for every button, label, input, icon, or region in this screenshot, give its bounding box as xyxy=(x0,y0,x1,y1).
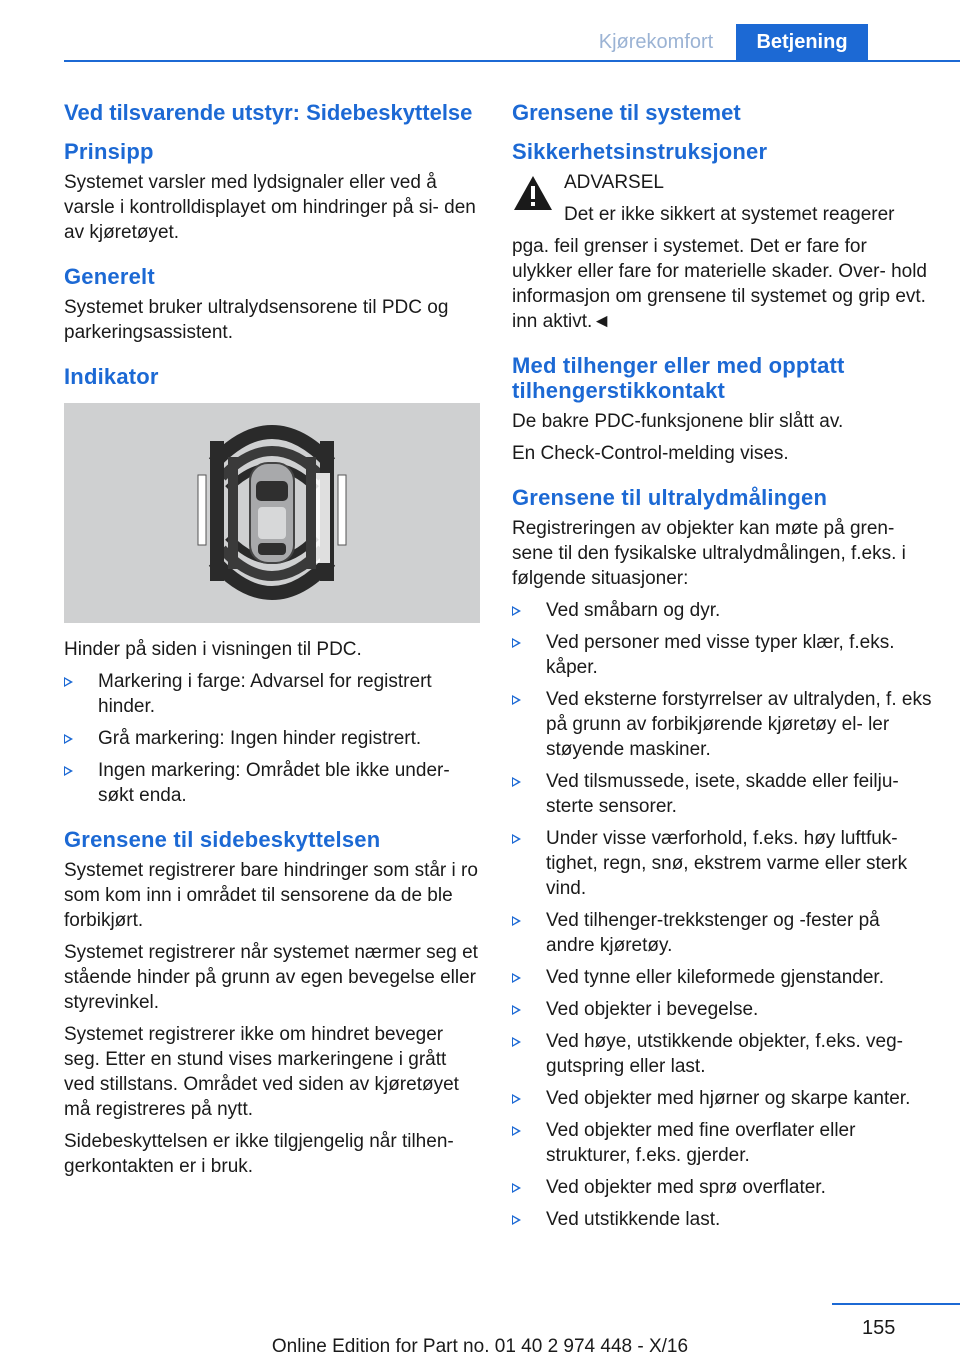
list-item: Ved objekter med fine overflater eller strukturer, f.eks. gjerder. xyxy=(512,1118,932,1168)
header-rule xyxy=(64,60,960,62)
page-number: 155 xyxy=(862,1317,896,1339)
triangle-bullet-icon xyxy=(512,1037,521,1047)
triangle-bullet-icon xyxy=(512,973,521,983)
list-item: Ved eksterne forstyrrelser av ultralyden, f. eks på grunn av forbikjørende kjøretøy el- ler støyende maskiner. xyxy=(512,687,932,762)
list-item: Ved tynne eller kileformede gjenstander. xyxy=(512,965,932,990)
list-item: Ved objekter med hjørner og skarpe kanter. xyxy=(512,1086,932,1111)
limits-paragraph: Systemet registrerer når systemet nærmer seg et stående hinder på grunn av egen bevegelse eller styrevinkel. xyxy=(64,942,478,1013)
triangle-bullet-icon xyxy=(64,766,73,776)
ultrasound-heading: Grensene til ultralydmålingen xyxy=(512,485,828,510)
indicator-heading: Indikator xyxy=(64,364,159,389)
general-text: Systemet bruker ultralydsensorene til PDC og parkeringsassistent. xyxy=(64,297,449,343)
list-item: Ved tilsmussede, isete, skadde eller feilju- sterte sensorer. xyxy=(512,769,932,819)
footer-rule xyxy=(832,1303,960,1305)
warning-label: ADVARSEL xyxy=(564,172,664,193)
limits-paragraph: Sidebeskyttelsen er ikke tilgjengelig når tilhen- gerkontakten er i bruk. xyxy=(64,1131,454,1177)
figure-caption: Hinder på siden i visningen til PDC. xyxy=(64,639,362,660)
list-item: Ved utstikkende last. xyxy=(512,1207,932,1232)
general-heading: Generelt xyxy=(64,264,155,289)
triangle-bullet-icon xyxy=(512,777,521,787)
list-item: Ved høye, utstikkende objekter, f.eks. veg- gutspring eller last. xyxy=(512,1029,932,1079)
right-column xyxy=(512,100,932,1239)
list-item: Ved småbarn og dyr. xyxy=(512,598,932,623)
triangle-bullet-icon xyxy=(512,916,521,926)
triangle-bullet-icon xyxy=(512,1094,521,1104)
page-header xyxy=(0,0,960,62)
limits-paragraph: Systemet registrerer bare hindringer som står i ro som kom inn i området til sensorene da de ble forbikjørt. xyxy=(64,860,478,931)
ultrasound-bullet-list xyxy=(512,598,932,1232)
right-title: Grensene til systemet xyxy=(512,100,741,125)
warning-first-line: Det er ikke sikkert at systemet reagerer xyxy=(564,204,895,225)
warning-body: pga. feil grenser i systemet. Det er fare for ulykker eller fare for materielle skader. Over- hold informasjon om grensene til systemet og grip evt. inn aktivt.◄ xyxy=(512,236,927,332)
triangle-bullet-icon xyxy=(64,734,73,744)
limits-heading: Grensene til sidebeskyttelsen xyxy=(64,827,381,852)
warning-triangle-icon xyxy=(512,174,554,212)
triangle-bullet-icon xyxy=(64,677,73,687)
header-chapter-tab: Betjening xyxy=(736,24,868,60)
list-item: Under visse værforhold, f.eks. høy luftfuk- tighet, regn, snø, ekstrem varme eller sterk vind. xyxy=(512,826,932,901)
triangle-bullet-icon xyxy=(512,695,521,705)
safety-heading: Sikkerhetsinstruksjoner xyxy=(512,139,768,164)
edition-footer: Online Edition for Part no. 01 40 2 974 448 - X/16 xyxy=(271,1336,689,1357)
list-item: Ved personer med visse typer klær, f.eks. kåper. xyxy=(512,630,932,680)
trailer-text-2: En Check-Control-melding vises. xyxy=(512,443,789,464)
limits-paragraph: Systemet registrerer ikke om hindret beveger seg. Etter en stund vises markeringene i grått ved stillstans. Området ved siden av kjøretøyet må registreres på nytt. xyxy=(64,1024,459,1120)
list-item: Ved objekter med sprø overflater. xyxy=(512,1175,932,1200)
triangle-bullet-icon xyxy=(512,1215,521,1225)
pdc-car-illustration xyxy=(64,403,480,623)
header-section-label: Kjørekomfort xyxy=(598,31,714,53)
triangle-bullet-icon xyxy=(512,638,521,648)
list-item: Grå markering: Ingen hinder registrert. xyxy=(64,726,480,751)
trailer-heading: Med tilhenger eller med opptatt tilhengerstikkontakt xyxy=(512,353,845,403)
pdc-side-view-figure xyxy=(64,403,480,623)
triangle-bullet-icon xyxy=(512,1183,521,1193)
trailer-text-1: De bakre PDC-funksjonene blir slått av. xyxy=(512,411,844,432)
list-item: Ved tilhenger-trekkstenger og -fester på andre kjøretøy. xyxy=(512,908,932,958)
triangle-bullet-icon xyxy=(512,834,521,844)
warning-block xyxy=(512,170,932,227)
triangle-bullet-icon xyxy=(512,1126,521,1136)
left-title: Ved tilsvarende utstyr: Sidebeskyttelse xyxy=(64,100,473,125)
ultrasound-text: Registreringen av objekter kan møte på gren- sene til den fysikalske ultralydmålingen, f.eks. i følgende situasjoner: xyxy=(512,518,906,589)
left-column xyxy=(64,100,480,1186)
triangle-bullet-icon xyxy=(512,606,521,616)
principle-heading: Prinsipp xyxy=(64,139,154,164)
list-item: Ingen markering: Området ble ikke under- søkt enda. xyxy=(64,758,480,808)
principle-text: Systemet varsler med lydsignaler eller ved å varsle i kontrolldisplayet om hindringer på si- den av kjøretøyet. xyxy=(64,172,476,243)
list-item: Markering i farge: Advarsel for registrert hinder. xyxy=(64,669,480,719)
indicator-bullet-list xyxy=(64,669,480,808)
list-item: Ved objekter i bevegelse. xyxy=(512,997,932,1022)
triangle-bullet-icon xyxy=(512,1005,521,1015)
